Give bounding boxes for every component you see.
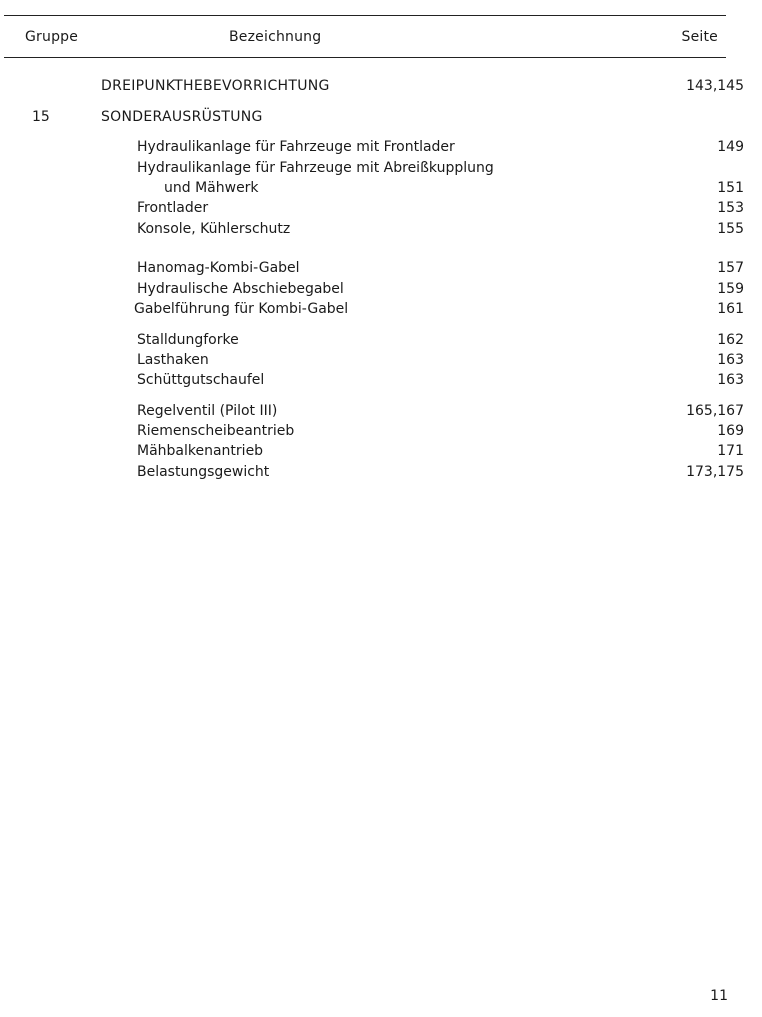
row-bezeichnung: Hydraulische Abschiebegabel — [137, 281, 344, 297]
row-bezeichnung: Hanomag-Kombi-Gabel — [137, 260, 300, 276]
row-seite: 161 — [717, 301, 744, 317]
table-row — [0, 279, 762, 299]
table-row — [0, 198, 762, 218]
row-bezeichnung: Hydraulikanlage für Fahrzeuge mit Abreißkupplung — [137, 160, 494, 176]
row-seite: 157 — [717, 260, 744, 276]
row-bezeichnung: Regelventil (Pilot III) — [137, 403, 278, 419]
row-bezeichnung: Belastungsgewicht — [137, 464, 270, 480]
row-bezeichnung: Konsole, Kühlerschutz — [137, 221, 291, 237]
table-row — [0, 441, 762, 461]
row-seite: 162 — [717, 332, 744, 348]
row-bezeichnung: Hydraulikanlage für Fahrzeuge mit Frontlader — [137, 139, 455, 155]
table-row — [0, 178, 762, 198]
row-bezeichnung: DREIPUNKTHEBEVORRICHTUNG — [101, 78, 330, 94]
column-header-bezeichnung: Bezeichnung — [229, 29, 322, 45]
table-row — [0, 219, 762, 239]
table-row — [0, 158, 762, 178]
row-seite: 173,175 — [686, 464, 744, 480]
table-row — [0, 401, 762, 421]
row-bezeichnung: SONDERAUSRÜSTUNG — [101, 109, 263, 125]
table-row — [0, 137, 762, 157]
page-number: 11 — [710, 988, 728, 1004]
row-seite: 149 — [717, 139, 744, 155]
row-bezeichnung: Stalldungforke — [137, 332, 239, 348]
row-bezeichnung: Riemenscheibeantrieb — [137, 423, 295, 439]
top-rule — [4, 15, 726, 16]
row-seite: 171 — [717, 443, 744, 459]
row-seite: 153 — [717, 200, 744, 216]
row-gruppe: 15 — [32, 109, 50, 125]
row-seite: 169 — [717, 423, 744, 439]
column-header-gruppe: Gruppe — [25, 29, 79, 45]
row-bezeichnung: und Mähwerk — [164, 180, 259, 196]
row-bezeichnung: Schüttgutschaufel — [137, 372, 265, 388]
row-seite: 159 — [717, 281, 744, 297]
row-seite: 163 — [717, 372, 744, 388]
row-bezeichnung: Gabelführung für Kombi-Gabel — [134, 301, 349, 317]
column-header-seite: Seite — [681, 29, 718, 45]
table-row — [0, 330, 762, 350]
table-row — [0, 299, 762, 319]
row-bezeichnung: Lasthaken — [137, 352, 209, 368]
row-seite: 155 — [717, 221, 744, 237]
header-rule — [4, 57, 726, 58]
table-row — [0, 76, 762, 96]
row-bezeichnung: Frontlader — [137, 200, 209, 216]
row-seite: 165,167 — [686, 403, 744, 419]
table-row — [0, 421, 762, 441]
table-row — [0, 258, 762, 278]
table-row — [0, 350, 762, 370]
table-row — [0, 370, 762, 390]
row-seite: 163 — [717, 352, 744, 368]
table-row — [0, 107, 762, 127]
table-row — [0, 462, 762, 482]
row-seite: 143,145 — [686, 78, 744, 94]
row-seite: 151 — [717, 180, 744, 196]
row-bezeichnung: Mähbalkenantrieb — [137, 443, 264, 459]
